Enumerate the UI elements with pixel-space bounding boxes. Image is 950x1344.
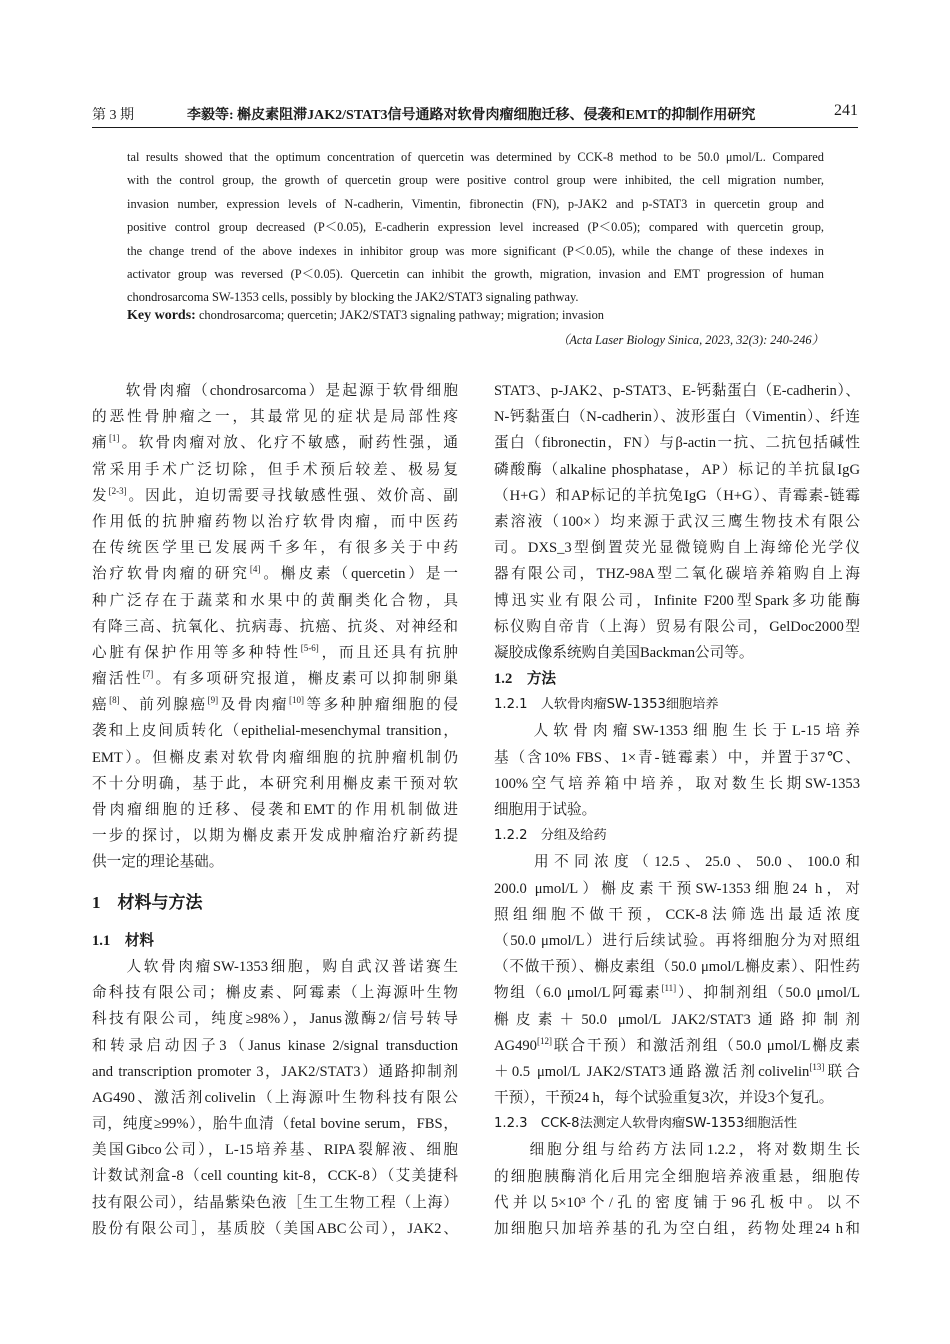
citation-ref: [5-6]	[300, 642, 319, 653]
text-line: 心脏有保护作用等多种特性[5-6]，而且还具有抗肿	[92, 642, 458, 661]
text-line: 细胞分组与给药方法同1.2.2，将对数期生长	[494, 1142, 860, 1159]
text-line: 种广泛存在于蔬菜和水果中的黄酮类化合物，具	[92, 592, 458, 609]
text-line: （不做干预）、槲皮素组（50.0 μmol/L槲皮素）、阳性药	[494, 959, 860, 976]
grouping-paragraph	[494, 849, 860, 1111]
citation-ref: [12]	[536, 1035, 552, 1046]
cck8-paragraph	[494, 1137, 860, 1242]
citation-ref: [13]	[809, 1061, 825, 1072]
text-line: 有降三高、抗氧化、抗病毒、抗癌、抗炎、对神经和	[92, 618, 458, 635]
text-line: activator group was reversed (P＜0.05). Quercetin can inhibit the growth, migration, invasion and EMT progression of human	[127, 267, 824, 282]
citation-ref: [7]	[142, 669, 154, 680]
text-line: 在传统医学里已发展两千多年，有很多关于中药	[92, 540, 458, 557]
text-line: 加细胞只加培养基的孔为空白组，药物处理24 h和	[494, 1221, 860, 1237]
keywords-line	[127, 304, 824, 327]
issue-label: 第 3 期	[92, 108, 134, 123]
text-line: ＋0.5 μmol/L JAK2/STAT3通路激活剂colivelin[13]联合	[494, 1061, 860, 1080]
keywords-text: chondrosarcoma; quercetin; JAK2/STAT3 signaling pathway; migration; invasion	[198, 308, 605, 322]
text-line: （H+G）和AP标记的羊抗兔IgG（H+G）、青霉素-链霉	[494, 487, 860, 504]
citation-ref: [10]	[289, 695, 305, 706]
citation-ref: [9]	[207, 695, 219, 706]
text-line: AG490、激活剂colivelin（上海源叶生物科技有限公	[92, 1089, 458, 1106]
text-line: and transcription promoter 3，JAK2/STAT3）通路抑制剂	[92, 1063, 458, 1080]
running-title: 李毅等: 槲皮素阻滞JAK2/STAT3信号通路对软骨肉瘤细胞迁移、侵袭和EMT的抑制作用研究	[187, 108, 756, 123]
section-1-heading: 1 材料与方法	[92, 892, 203, 912]
text-line: 作用低的抗肿瘤药物以治疗软骨肉瘤，而中医药	[92, 513, 458, 530]
text-line: 人软骨肉瘤SW-1353细胞，购自武汉普诺赛生	[92, 958, 458, 975]
citation-ref: [8]	[109, 695, 120, 706]
text-line: 一步的探讨，以期为槲皮素开发成肿瘤治疗新药提	[92, 828, 458, 845]
text-line: 蛋白（fibronectin，FN）与β-actin一抗、二抗包括碱性	[494, 435, 860, 452]
text-line: 的恶性骨肿瘤之一，其最常见的症状是局部性疼	[92, 409, 458, 426]
page-number: 241	[834, 102, 858, 119]
section-1-2-3-heading: 1.2.3 CCK-8法测定人软骨肉瘤SW-1353细胞活性	[494, 1116, 798, 1132]
abstract-english-tail	[127, 146, 824, 310]
text-line: 常采用手术广泛切除，但手术预后较差、极易复	[92, 461, 458, 478]
text-line: 槲皮素＋50.0 μmol/L JAK2/STAT3通路抑制剂	[494, 1011, 860, 1028]
text-line: 照组细胞不做干预，CCK-8法筛选出最适浓度	[494, 906, 860, 923]
header-divider	[92, 127, 858, 128]
section-1-2-1-heading: 1.2.1 人软骨肉瘤SW-1353细胞培养	[494, 697, 719, 713]
keywords-label: Key words:	[127, 308, 196, 323]
text-line: 的细胞胰酶消化后用完全细胞培养液重悬，细胞传	[494, 1168, 860, 1185]
text-line: 瘤活性[7]。有多项研究报道，槲皮素可以抑制卵巢	[92, 669, 458, 688]
text-line: with the control group, the growth of quercetin group were positive control group were inhibited, the cell migration number,	[127, 173, 824, 188]
text-line: tal results showed that the optimum concentration of quercetin was determined by CCK-8 method to be 50.0 μmol/L. Compared	[127, 150, 824, 164]
text-line: 科技有限公司，纯度≥98%），Janus激酶2/信号转导	[92, 1011, 458, 1028]
text-line: 供一定的理论基础。	[92, 854, 224, 871]
text-line: 用不同浓度（12.5、25.0、50.0、100.0和	[494, 854, 860, 871]
text-line: STAT3、p-JAK2、p-STAT3、E-钙黏蛋白（E-cadherin）、	[494, 383, 860, 399]
text-line: chondrosarcoma SW-1353 cells, possibly by blocking the JAK2/STAT3 signaling pathway.	[127, 290, 579, 305]
text-line: 200.0 μmol/L）槲皮素干预SW-1353细胞24 h，对	[494, 880, 860, 897]
text-line: 司，纯度≥99%），胎牛血清（fetal bovine serum，FBS，	[92, 1116, 458, 1133]
cell-culture-paragraph	[494, 718, 860, 823]
text-line: 痛[1]。软骨肉瘤对放、化疗不敏感，耐药性强，通	[92, 433, 458, 452]
text-line: 器有限公司，THZ-98A型二氧化碳培养箱购自上海	[494, 566, 860, 583]
section-1-2-2-heading: 1.2.2 分组及给药	[494, 828, 607, 844]
text-line: N-钙黏蛋白（N-cadherin）、波形蛋白（Vimentin）、纤连	[494, 409, 860, 426]
text-line: 干预），干预24 h，每个试验重复3次，并设3个复孔。	[494, 1090, 834, 1107]
journal-citation: （Acta Laser Biology Sinica, 2023, 32(3): 240-246）	[556, 333, 824, 347]
text-line: 代并以5×10³个/孔的密度铺于96孔板中。以不	[494, 1194, 860, 1211]
intro-paragraph	[92, 378, 458, 876]
citation-ref: [1]	[108, 433, 120, 444]
text-line: 磷酸酶（alkaline phosphatase，AP）标记的羊抗鼠IgG	[494, 461, 860, 478]
text-line: 不十分明确，基于此，本研究利用槲皮素干预对软	[92, 775, 458, 792]
text-line: 发[2-3]。因此，迫切需要寻找敏感性强、效价高、副	[92, 485, 458, 504]
text-line: 袭和上皮间质转化（epithelial-mesenchymal transition，	[92, 723, 458, 740]
text-line: 凝胶成像系统购自美国Backman公司等。	[494, 644, 754, 661]
running-header	[92, 104, 858, 126]
text-line: 素溶液（100×）均来源于武汉三鹰生物技术有限公	[494, 513, 860, 530]
text-line: 物组（6.0 μmol/L阿霉素[11]）、抑制剂组（50.0 μmol/L	[494, 983, 861, 1002]
section-1-2-heading: 1.2 方法	[494, 671, 557, 688]
section-1-1-heading: 1.1 材料	[92, 932, 155, 949]
text-line: 细胞用于试验。	[494, 802, 597, 818]
text-line: 博迅实业有限公司，Infinite F200型Spark多功能酶	[494, 592, 860, 609]
citation-ref: [4]	[249, 564, 261, 575]
text-line: positive control group decreased (P＜0.05), E-cadherin expression level increased (P＜0.05); compared with quercetin group,	[127, 220, 824, 235]
text-line: 司。DXS_3型倒置荧光显微镜购自上海缔伦光学仪	[494, 540, 860, 557]
text-line: 命科技有限公司；槲皮素、阿霉素（上海源叶生物	[92, 985, 458, 1002]
citation-ref: [11]	[661, 983, 677, 994]
text-line: invasion number, expression levels of N-cadherin, Vimentin, fibronectin (FN), p-JAK2 and p-STAT3 in quercetin group and	[127, 196, 824, 211]
text-line: the change trend of the above indexes in inhibitor group was more significant (P＜0.05), while the change of these indexes in	[127, 243, 824, 258]
left-column	[92, 378, 458, 1242]
text-line: 治疗软骨肉瘤的研究[4]。槲皮素（quercetin）是一	[92, 564, 458, 583]
text-line: EMT）。但槲皮素对软骨肉瘤细胞的抗肿瘤机制仍	[92, 749, 458, 766]
text-line: 癌[8]、前列腺癌[9]及骨肉瘤[10]等多种肿瘤细胞的侵	[92, 695, 458, 714]
text-line: 标仪购自帝肯（上海）贸易有限公司，GelDoc2000型	[494, 618, 860, 635]
text-line: 100%空气培养箱中培养，取对数生长期SW-1353	[494, 775, 860, 792]
text-line: 股份有限公司］，基质胶（美国ABC公司），JAK2、	[92, 1220, 458, 1237]
text-line: 计数试剂盒-8（cell counting kit-8，CCK-8）（艾美捷科	[92, 1168, 458, 1185]
text-line: 骨肉瘤细胞的迁移、侵袭和EMT的作用机制做进	[92, 802, 458, 818]
right-column	[494, 378, 860, 1242]
text-line: 美国Gibco公司），L-15培养基、RIPA裂解液、细胞	[92, 1142, 458, 1159]
text-line: （50.0 μmol/L）进行后续试验。再将细胞分为对照组	[494, 932, 860, 949]
text-line: AG490[12]联合干预）和激活剂组（50.0 μmol/L槲皮素	[494, 1035, 860, 1054]
text-line: 人软骨肉瘤SW-1353细胞生长于L-15培养	[494, 723, 860, 740]
text-line: 软骨肉瘤（chondrosarcoma）是起源于软骨细胞	[92, 383, 458, 399]
text-line: 技有限公司），结晶紫染色液［生工生物工程（上海）	[92, 1194, 458, 1211]
text-line: 基（含10% FBS、1×青-链霉素）中，并置于37℃、	[494, 749, 860, 766]
citation-ref: [2-3]	[108, 485, 127, 496]
materials-continued-paragraph	[494, 378, 860, 666]
text-line: 和转录启动因子3（Janus kinase 2/signal transduction	[92, 1037, 458, 1054]
materials-paragraph	[92, 954, 458, 1242]
